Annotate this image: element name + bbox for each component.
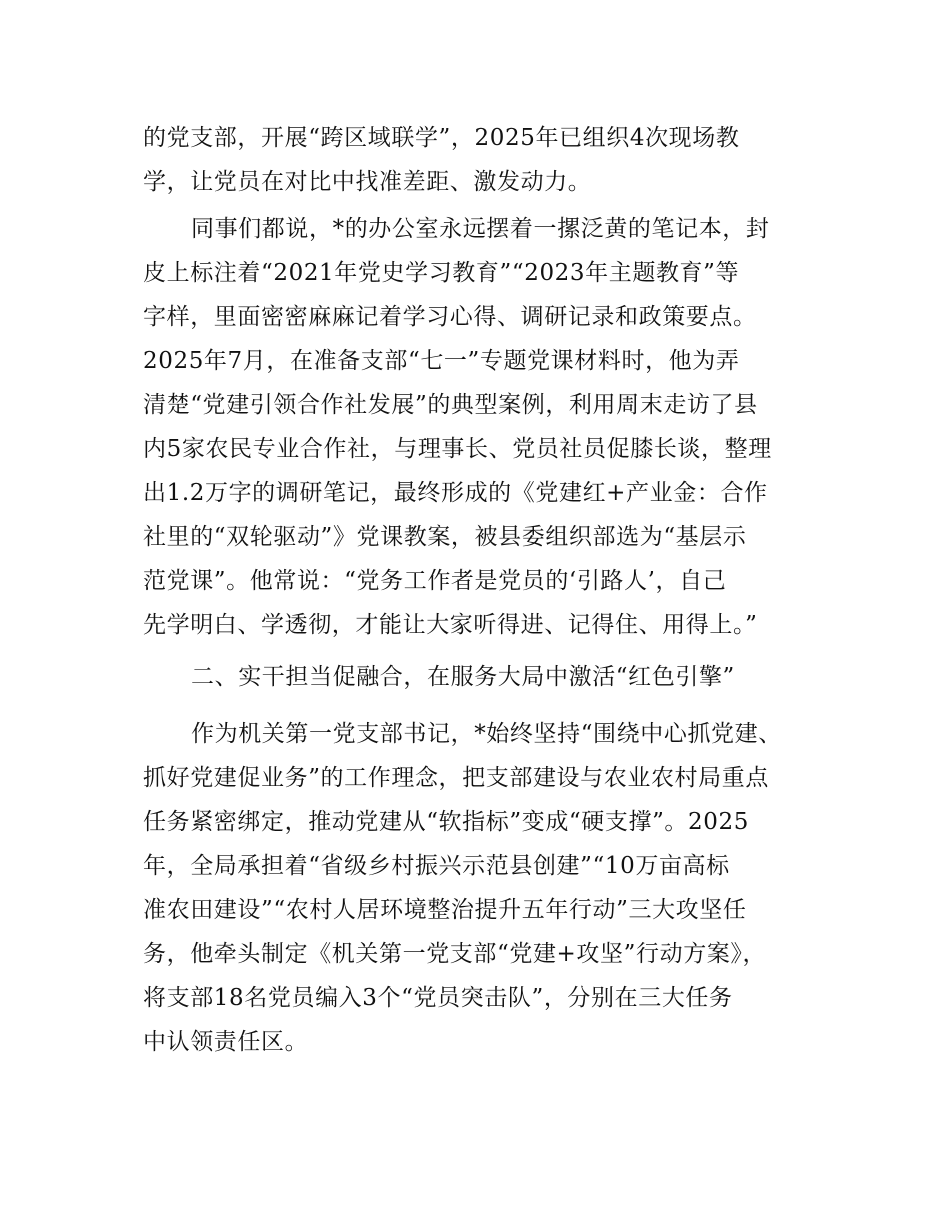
paragraph-line: 抓好党建促业务”的工作理念，把支部建设与农业农村局重点 bbox=[143, 765, 769, 791]
section-heading bbox=[143, 655, 811, 699]
body-text bbox=[143, 207, 811, 647]
body-text bbox=[143, 712, 811, 1064]
paragraph-line: 范党课”。他常说：“党务工作者是党员的‘引路人’，自己 bbox=[143, 568, 727, 594]
paragraph-line: 先学明白、学透彻，才能让大家听得进、记得住、用得上。” bbox=[143, 612, 758, 638]
section-heading-text: 二、实干担当促融合，在服务大局中激活“红色引擎” bbox=[191, 664, 735, 690]
paragraph-line: 清楚“党建引领合作社发展”的典型案例，利用周末走访了县 bbox=[143, 392, 758, 418]
paragraph-line: 将支部18名党员编入3个“党员突击队”，分别在三大任务 bbox=[143, 985, 733, 1011]
paragraph-line: 社里的“双轮驱动”》党课教案，被县委组织部选为“基层示 bbox=[143, 524, 747, 550]
paragraph-line: 务，他牵头制定《机关第一党支部“党建+攻坚”行动方案》， bbox=[143, 941, 767, 967]
paragraph-line: 内5家农民专业合作社，与理事长、党员社员促膝长谈，整理 bbox=[143, 436, 772, 462]
paragraph-line: 字样，里面密密麻麻记着学习心得、调研记录和政策要点。 bbox=[143, 304, 757, 330]
paragraph-line: 学，让党员在对比中找准差距、激发动力。 bbox=[143, 169, 592, 195]
paragraph-line: 同事们都说，*的办公室永远摆着一摞泛黄的笔记本，封 bbox=[191, 216, 770, 242]
paragraph-line: 2025年7月，在准备支部“七一”专题党课材料时，他为弄 bbox=[143, 348, 740, 374]
paragraph-line: 作为机关第一党支部书记，*始终坚持“围绕中心抓党建、 bbox=[191, 721, 782, 747]
paragraph-line: 出1.2万字的调研笔记，最终形成的《党建红+产业金：合作 bbox=[143, 480, 768, 506]
paragraph-line: 的党支部，开展“跨区域联学”，2025年已组织4次现场教 bbox=[143, 125, 740, 151]
paragraph-line: 准农田建设”“农村人居环境整治提升五年行动”三大攻坚任 bbox=[143, 897, 747, 923]
body-text bbox=[143, 116, 811, 204]
paragraph-line: 任务紧密绑定，推动党建从“软指标”变成“硬支撑”。2025 bbox=[143, 809, 749, 835]
paragraph-line: 年，全局承担着“省级乡村振兴示范县创建”“10万亩高标 bbox=[143, 853, 730, 879]
paragraph-line: 中认领责任区。 bbox=[143, 1029, 309, 1055]
paragraph-line: 皮上标注着“2021年党史学习教育”“2023年主题教育”等 bbox=[143, 260, 740, 286]
